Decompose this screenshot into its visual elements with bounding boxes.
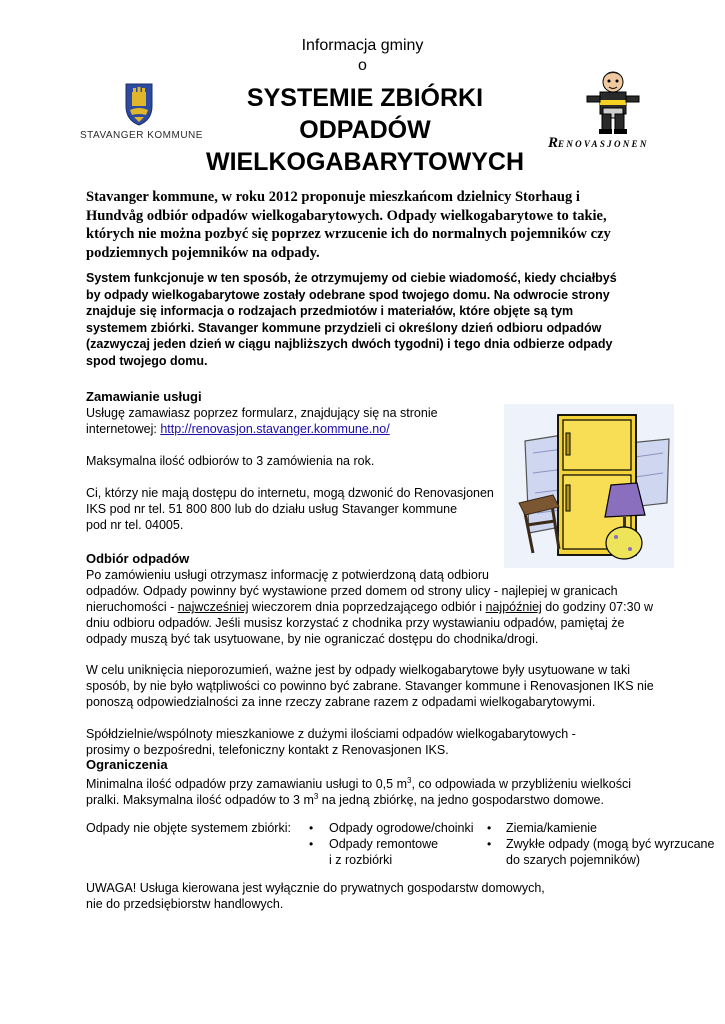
limits-line-2 <box>86 789 604 808</box>
bullet-icon: • <box>487 837 492 851</box>
bullet-icon: • <box>309 821 314 835</box>
renovasjonen-logo-rest: ENOVASJONEN <box>558 139 649 149</box>
warning-line-1: UWAGA! Usługa kierowana jest wyłącznie do prywatnych gospodarstw domowych, <box>86 881 545 895</box>
earliest-text: najwcześniej <box>177 600 249 614</box>
title-line-3: WIELKOGABARYTOWYCH <box>205 148 525 176</box>
renovasjonen-logo-text <box>548 135 649 152</box>
excluded-item-renovation: Odpady remontowe <box>329 837 439 851</box>
pickup-p3-line-1: Spółdzielnie/wspólnoty mieszkaniowe z dużymi ilościami odpadów wielkogabarytowych - <box>86 727 576 741</box>
limits-line-2-a: pralki. Maksymalna ilość odpadów to 3 m <box>86 793 314 808</box>
excluded-item-regular-cont: do szarych pojemników) <box>506 853 641 867</box>
ordering-line-2-prefix: internetowej: <box>86 422 161 436</box>
pickup-p2-line-1: W celu uniknięcia nieporozumień, ważne jest by odpady wielkogabarytowe były usytuowane w taki <box>86 663 631 677</box>
info-subtitle-o: o <box>358 57 367 74</box>
pickup-p1-line-3-c: wieczorem dnia poprzedzającego odbiór i <box>248 600 486 614</box>
cubic-sup-2: 3 <box>313 792 319 801</box>
limits-heading: Ograniczenia <box>86 757 168 772</box>
stavanger-logo-text: STAVANGER KOMMUNE <box>80 130 203 141</box>
pickup-p3-line-2: prosimy o bezpośredni, telefoniczny kontakt z Renovasjonen IKS. <box>86 743 449 757</box>
excluded-item-regular: Zwykłe odpady (mogą być wyrzucane <box>506 837 715 851</box>
pickup-p2-line-2: sposób, by nie było wątpliwości co powinno być zabrane. Stavanger kommune i Renovasjonen IKS nie <box>86 679 654 693</box>
stavanger-coat-of-arms-icon <box>80 80 198 126</box>
pickup-p2-line-3: ponoszą odpowiedzialności za inne rzeczy zabrane razem z odpadami wielkogabarytowymi. <box>86 695 596 709</box>
ordering-heading: Zamawianie usługi <box>86 389 202 404</box>
title-line-2: ODPADÓW <box>299 116 431 144</box>
excluded-item-renovation-cont: i z rozbiórki <box>329 853 393 867</box>
renovasjon-link[interactable]: http://renovasjon.stavanger.kommune.no/ <box>160 422 390 436</box>
bulky-waste-illustration <box>503 403 675 569</box>
renovasjonen-mascot-icon <box>573 70 663 136</box>
no-internet-line-2: IKS pod nr tel. 51 800 800 lub do działu usług Stavanger kommune <box>86 502 458 516</box>
pickup-heading: Odbiór odpadów <box>86 551 190 566</box>
warning-line-2: nie do przedsiębiorstw handlowych. <box>86 897 284 911</box>
limits-line-2-b: na jedną zbiórkę, na jedno gospodarstwo domowe. <box>318 793 604 808</box>
intro-bold-paragraph: System funkcjonuje w ten sposób, że otrzymujemy od ciebie wiadomość, kiedy chciałbyś by odpady wielkogabarytowe zostały odebrane spod twojego domu. Na odwrocie strony znajduje się informacja o rodzajach przedmiotów i materiałów, które objęte są tym systemem zbiórki. Stavanger kommune przydzieli ci określony dzień odbioru odpadów (zazwyczaj jeden dzień w ciągu najbliższych dwóch tygodni) i tego dnia odbierze odpady spod twojego domu. <box>86 271 617 368</box>
bullet-icon: • <box>309 837 314 851</box>
renovasjonen-logo-initial: R <box>548 135 559 151</box>
excluded-item-soil: Ziemia/kamienie <box>506 821 598 835</box>
pickup-p1-line-1: Po zamówieniu usługi otrzymasz informację z potwierdzoną datą odbioru <box>86 568 489 582</box>
excluded-item-garden: Odpady ogrodowe/choinki <box>329 821 474 835</box>
pickup-p1-line-4: dniu odbioru odpadów. Jeśli musisz korzystać z chodnika przy wystawianiu odpadów, pamiętaj że <box>86 616 625 630</box>
intro-serif-paragraph: Stavanger kommune, w roku 2012 proponuje mieszkańcom dzielnicy Storhaug i Hundvåg odbiór odpadów wielkogabarytowych. Odpady wielkogabarytowe to takie, których nie można pozbyć się poprzez wrzucenie ich do normalnych pojemników czy podziemnych pojemników na odpady. <box>86 189 611 261</box>
bullet-icon: • <box>487 821 492 835</box>
title-line-1: SYSTEMIE ZBIÓRKI <box>246 84 484 112</box>
renovasjonen-logo <box>545 70 665 150</box>
cubic-sup-1: 3 <box>406 776 412 785</box>
excluded-label: Odpady nie objęte systemem zbiórki: <box>86 821 291 835</box>
no-internet-line-1: Ci, którzy nie mają dostępu do internetu, mogą dzwonić do Renovasjonen <box>86 486 494 500</box>
latest-text: najpóźniej <box>485 600 542 614</box>
limits-line-1-a: Minimalna ilość odpadów przy zamawianiu usługi to 0,5 m <box>86 777 407 792</box>
limits-line-1-b: , co odpowiada w przybliżeniu wielkości <box>411 777 631 792</box>
pickup-p1-line-3-a: nieruchomości - <box>86 600 178 614</box>
ordering-line-1: Usługę zamawiasz poprzez formularz, znajdujący się na stronie <box>86 406 438 420</box>
info-subtitle: Informacja gminy <box>301 37 424 54</box>
pickup-p1-line-3-e: do godziny 07:30 w <box>541 600 654 614</box>
no-internet-line-3: pod nr tel. 04005. <box>86 518 184 532</box>
pickup-p1-line-5: odpady muszą być tak usytuowane, by nie ograniczać dostępu do chodnika/drogi. <box>86 632 539 646</box>
pickup-p1-line-3 <box>86 599 653 615</box>
stavanger-logo <box>80 80 203 142</box>
max-orders-text: Maksymalna ilość odbiorów to 3 zamówienia na rok. <box>86 454 375 468</box>
page-title <box>195 82 535 178</box>
pickup-p1-line-2: odpadów. Odpady powinny być wystawione przed domem od strony ulicy - najlepiej w granicach <box>86 584 618 598</box>
ordering-line-2 <box>86 421 390 437</box>
